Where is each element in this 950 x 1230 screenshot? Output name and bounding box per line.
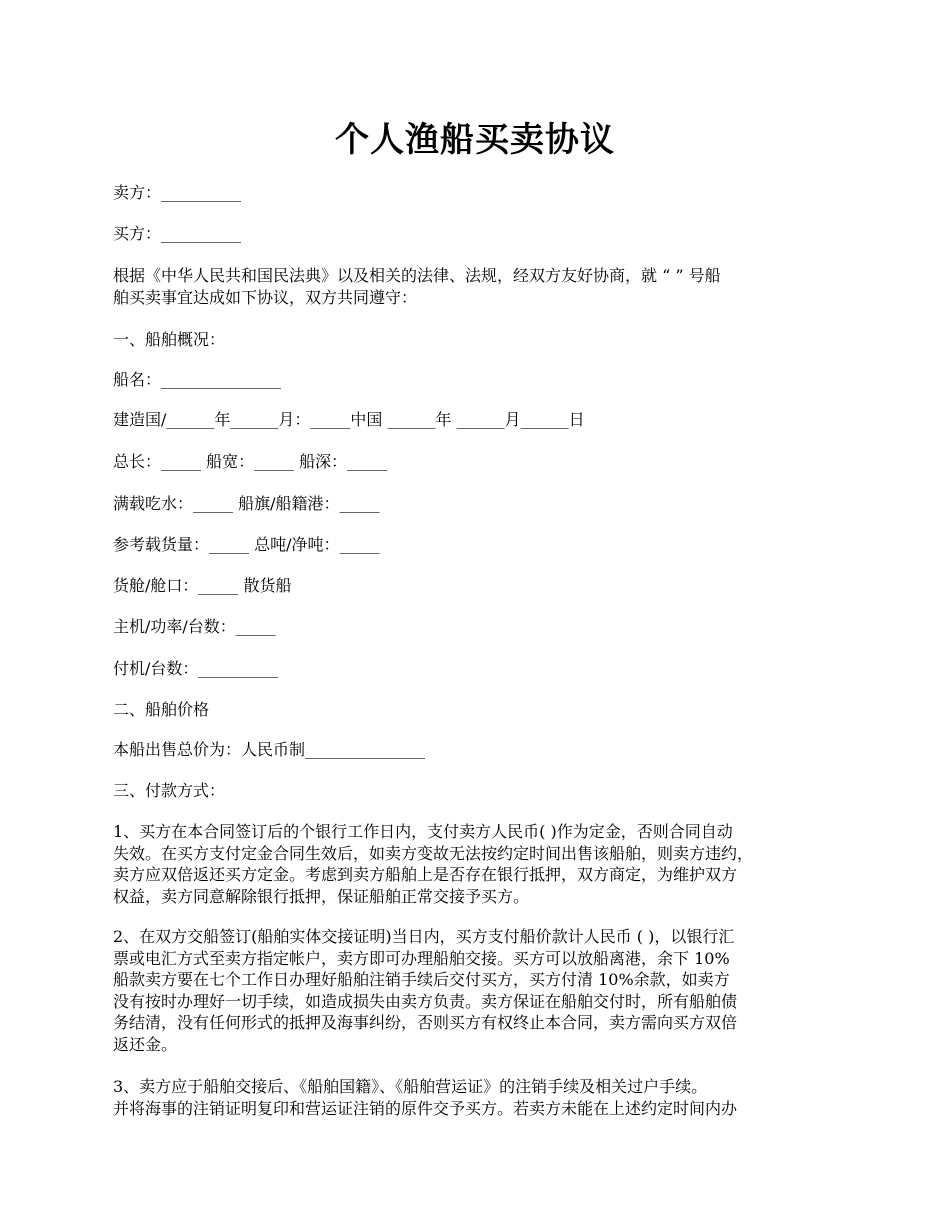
clause-2-paragraph [113,926,853,1055]
paragraph-line: 没有按时办理好一切手续，如造成损失由卖方负责。卖方保证在船舶交付时，所有船舶债 [113,991,738,1011]
paragraph-line: 船款卖方要在七个工作日办理好船舶注销手续后交付买方，买方付清 10%余款，如卖方 [113,970,730,989]
intro-paragraph [113,265,853,308]
document-title: 个人渔船买卖协议 [335,120,615,160]
paragraph-line: 卖方应双倍返还买方定金。考虑到卖方船舶上是否存在银行抵押，双方商定，为维护双方 [113,865,738,884]
field-dimensions: 总长：_____ 船宽：_____ 船深：_____ [113,452,388,471]
paragraph-line: 根据《中华人民共和国民法典》以及相关的法律、法规，经双方友好协商，就 “ ” 号船 [113,266,721,285]
field-build-country-date: 建造国/______年______月：_____中国 ______年 ______月______日 [113,410,585,429]
seller-line: 卖方：__________ [113,183,242,202]
field-cargo-tonnage: 参考载货量：_____ 总吨/净吨：_____ [113,535,380,554]
field-total-price: 本船出售总价为：人民币制_______________ [113,740,426,759]
paragraph-line: 务结清，没有任何形式的抵押及海事纠纷，否则买方有权终止本合同，卖方需向买方双倍 [113,1013,738,1032]
field-main-engine: 主机/功率/台数：_____ [113,617,276,636]
paragraph-line: 2、在双方交船签订(船舶实体交接证明)当日内，买方支付船价款计人民币 ( )，以银行汇 [113,927,735,946]
section-heading-payment: 三、付款方式： [113,781,226,800]
paragraph-line: 并将海事的注销证明复印和营运证注销的原件交予买方。若卖方未能在上述约定时间内办 [113,1098,738,1118]
field-hold-hatch: 货舱/舱口：_____ 散货船 [113,576,292,595]
paragraph-line: 失效。在买方支付定金合同生效后，如卖方变故无法按约定时间出售该船舶，则卖方违约， [113,843,754,863]
paragraph-line: 3、卖方应于船舶交接后、《船舶国籍》、《船舶营运证》的注销手续及相关过户手续。 [113,1077,708,1096]
clause-1-paragraph [113,821,853,907]
paragraph-line: 1、买方在本合同签订后的个银行工作日内，支付卖方人民币( )作为定金，否则合同自动 [113,822,733,841]
field-aux-engine: 付机/台数：__________ [113,659,279,678]
field-ship-name: 船名：_______________ [113,370,282,389]
paragraph-line: 返还金。 [113,1034,178,1054]
clause-3-paragraph [113,1076,853,1119]
section-heading-vessel: 一、船舶概况： [113,330,226,349]
section-heading-price: 二、船舶价格 [113,700,210,719]
field-draft-flag: 满载吃水：_____ 船旗/船籍港：_____ [113,494,380,513]
paragraph-line: 票或电汇方式至卖方指定帐户，卖方即可办理船舶交接。买方可以放船离港，余下 10% [113,948,730,968]
buyer-line: 买方：__________ [113,224,242,243]
paragraph-line: 舶买卖事宜达成如下协议，双方共同遵守： [113,287,418,307]
paragraph-line: 权益，卖方同意解除银行抵押，保证船舶正常交接予买方。 [113,886,530,906]
